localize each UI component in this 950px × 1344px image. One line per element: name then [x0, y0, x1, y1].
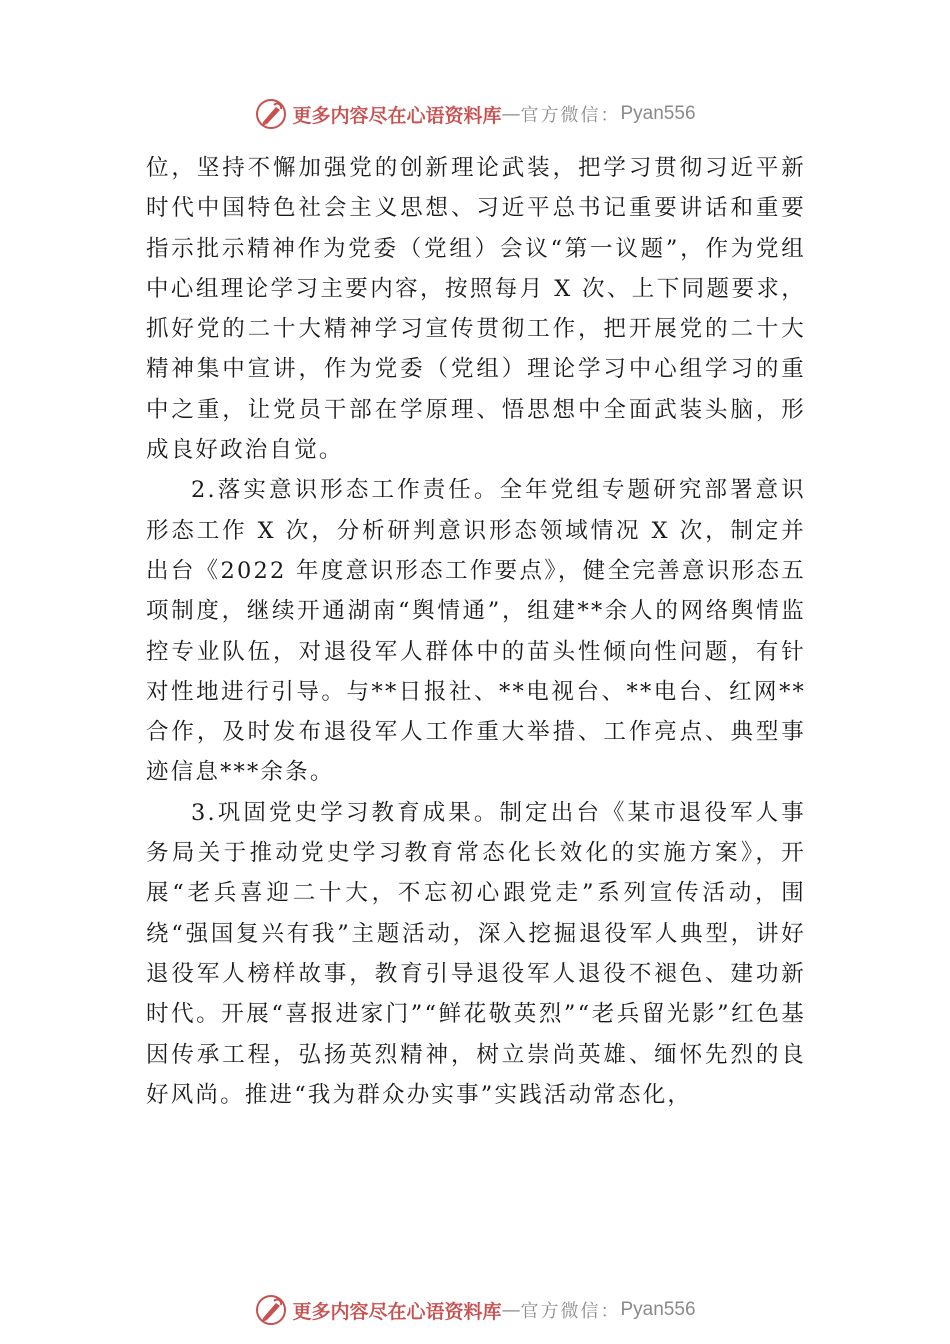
footer-dash: — [501, 1299, 521, 1321]
footer-wechat-label: 官方微信： [520, 1301, 621, 1322]
footer-brand-text: 更多内容尽在心语资料库 [292, 1300, 502, 1323]
paragraph-party-history-education: 3.巩固党史学习教育成果。制定出台《某市退役军人事务局关于推动党史学习教育常态化长效化的实施方案》，开展“老兵喜迎二十大，不忘初心跟党走”系列宣传活动，围绕“强国复兴有我”主题活动，深入挖掘退役军人典型，讲好退役军人榜样故事，教育引导退役军人退役不褪色、建功新时代。开展“喜报进家门”“鲜花敬英烈”“老兵留光影”红色基因传承工程，弘扬英烈精神，树立崇尚英雄、缅怀先烈的良好风尚。推进“我为群众办实事”实践活动常态化， [146, 799, 806, 1108]
header-wechat-label: 官方微信： [520, 105, 621, 126]
paragraph-ideology-responsibility: 2.落实意识形态工作责任。全年党组专题研究部署意识形态工作 X 次，分析研判意识形态领域情况 X 次，制定并出台《2022 年度意识形态工作要点》，健全完善意识形态五项制度，继续开通湖南“舆情通”，组建**余人的网络舆情监控专业队伍，对退役军人群体中的苗头性倾向性问题，有针对性地进行引导。与**日报社、**电视台、**电台、红网**合作，及时发布退役军人工作重大举措、工作亮点、典型事迹信息***余条。 [146, 477, 806, 786]
footer-wechat-id: Pyan556 [620, 1299, 696, 1320]
header-wechat-id: Pyan556 [620, 103, 696, 124]
paragraph-continuation: 位，坚持不懈加强党的创新理论武装，把学习贯彻习近平新时代中国特色社会主义思想、习近平总书记重要讲话和重要指示批示精神作为党委（党组）会议“第一议题”，作为党组中心组理论学习主要内容，按照每月 X 次、上下同题要求，抓好党的二十大精神学习宣传贯彻工作，把开展党的二十大精神集中宣讲，作为党委（党组）理论学习中心组学习的重中之重，让党员干部在学原理、悟思想中全面武装头脑，形成良好政治自觉。 [146, 155, 806, 464]
pen-nib-logo-icon [254, 1293, 288, 1327]
header-brand-text: 更多内容尽在心语资料库 [292, 104, 502, 127]
document-body [146, 148, 806, 1115]
pen-nib-logo-icon [254, 97, 288, 131]
header-dash: — [501, 103, 521, 125]
footer-banner [0, 1290, 950, 1330]
header-banner [0, 94, 950, 134]
